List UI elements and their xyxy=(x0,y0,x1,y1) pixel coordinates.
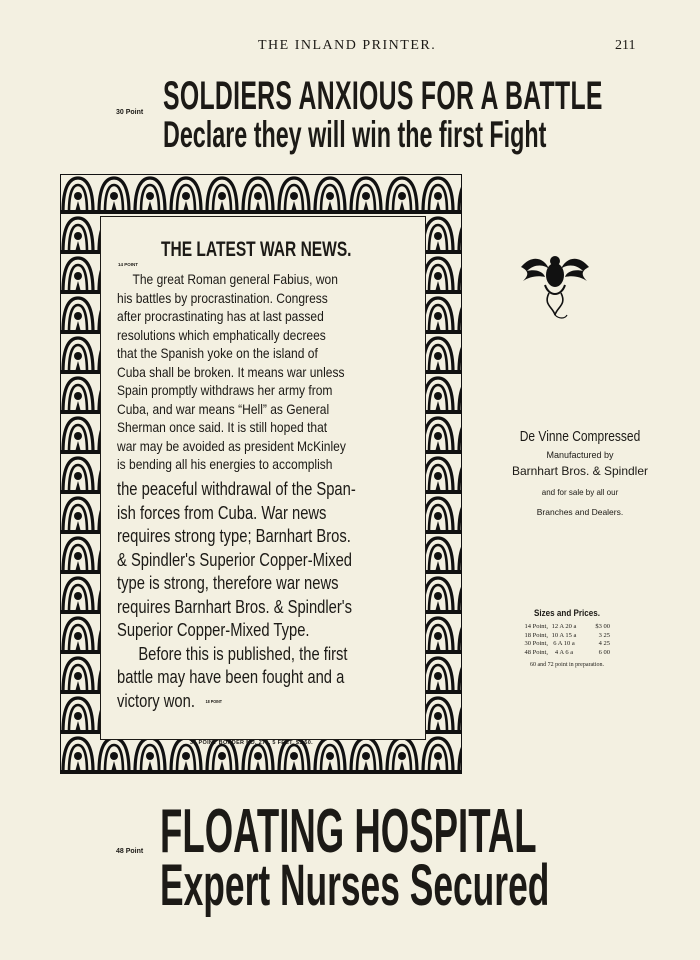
price-fonts: 4 A 6 a xyxy=(554,648,574,656)
news-line: battle may have been fought and a xyxy=(117,667,345,687)
top-subheadline: Declare they will win the first Fight xyxy=(163,114,547,155)
top-size-label: 30 Point xyxy=(116,109,144,116)
news-title: THE LATEST WAR NEWS. xyxy=(161,238,352,261)
price-fonts: 12 A 20 a xyxy=(551,623,577,630)
price-row xyxy=(512,632,622,641)
news-line: requires strong type; Barnhart Bros. xyxy=(117,526,351,546)
eagle-ornament-icon xyxy=(515,245,595,325)
price-fonts: 6 A 10 a xyxy=(553,640,575,647)
price-fonts: 10 A 15 a xyxy=(551,631,577,639)
news-line: Cuba, and war means “Hell” as General xyxy=(117,400,330,417)
news-line: Cuba shall be broken. It means war unless xyxy=(117,363,345,380)
news-line: after procrastinating has at last passed xyxy=(117,308,324,324)
news-line: Superior Copper-Mixed Type. xyxy=(117,620,310,640)
price-list xyxy=(512,608,622,668)
price-amount: 6 00 xyxy=(598,648,610,656)
price-row xyxy=(512,623,622,632)
price-row xyxy=(512,640,622,649)
price-size: 48 Point, xyxy=(524,648,548,656)
news-line: & Spindler's Superior Copper-Mixed xyxy=(117,549,352,570)
prices-title: Sizes and Prices. xyxy=(534,608,600,619)
branches-line: Branches and Dealers. xyxy=(536,507,624,517)
news-line: type is strong, therefore war news xyxy=(117,573,339,593)
typeface-name: De Vinne Compressed xyxy=(519,428,641,445)
news-line: his battles by procrastination. Congress xyxy=(117,289,328,306)
news-line: Spain promptly withdraws her army from xyxy=(117,382,333,398)
news-last-text: victory won. xyxy=(117,690,195,711)
news-size-label: 14 POINT xyxy=(118,262,139,267)
news-line: that the Spanish yoke on the island of xyxy=(117,345,318,361)
news-line: is bending all his energies to accomplish xyxy=(117,456,333,472)
price-size: 18 Point, xyxy=(524,631,548,639)
page-number: 211 xyxy=(615,38,636,53)
news-line-last xyxy=(117,690,355,714)
news-line: requires Barnhart Bros. & Spindler's xyxy=(117,596,352,617)
news-line: ish forces from Cuba. War news xyxy=(117,502,327,523)
manufactured-by: Manufactured by xyxy=(546,450,614,460)
price-amount: $3 00 xyxy=(595,623,610,630)
price-amount: 3 25 xyxy=(598,631,610,639)
price-row xyxy=(512,649,622,658)
news-end-label: 18 POINT xyxy=(205,699,223,704)
price-size: 30 Point, xyxy=(524,640,548,647)
prices-note: 60 and 72 point in preparation. xyxy=(530,662,604,668)
maker-name: Barnhart Bros. & Spindler xyxy=(511,464,649,478)
bottom-size-label: 48 Point xyxy=(116,848,144,855)
news-body xyxy=(117,270,407,474)
running-head: THE INLAND PRINTER. xyxy=(258,38,437,53)
price-size: 14 Point, xyxy=(524,623,548,630)
news-body-large xyxy=(117,478,407,714)
news-line: Sherman once said. It is still hoped that xyxy=(117,419,328,435)
news-line: the peaceful withdrawal of the Span- xyxy=(117,479,356,499)
border-caption: 36 POINT BORDER NO. 270. 5 FEET, $1.50. xyxy=(190,740,313,746)
news-line: Before this is published, the first xyxy=(138,643,348,664)
news-line: war may be avoided as president McKinley xyxy=(117,437,346,454)
price-amount: 4 25 xyxy=(598,640,610,647)
news-line: resolutions which emphatically decrees xyxy=(117,326,326,343)
sale-line: and for sale by all our xyxy=(541,488,619,497)
news-line: The great Roman general Fabius, won xyxy=(132,271,338,287)
top-headline: SOLDIERS ANXIOUS FOR A BATTLE xyxy=(163,74,603,118)
bottom-subheadline: Expert Nurses Secured xyxy=(160,853,550,918)
bottom-headline: FLOATING HOSPITAL xyxy=(160,797,537,866)
